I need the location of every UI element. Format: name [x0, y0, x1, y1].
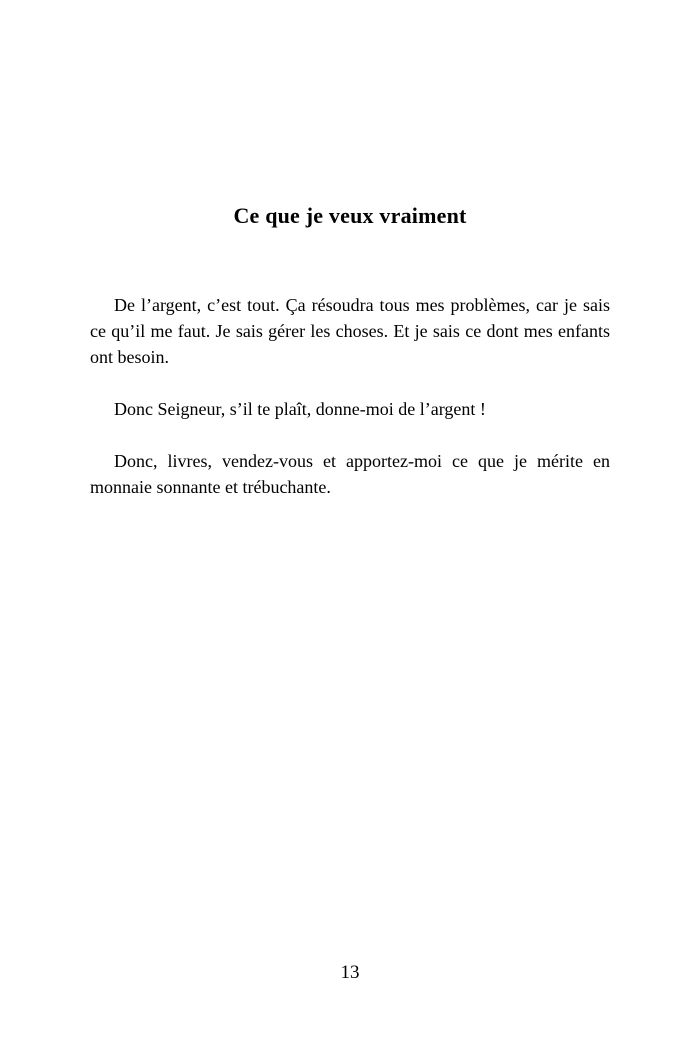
paragraph-2: Donc Seigneur, s’il te plaît, donne-moi de l’argent !: [114, 399, 486, 419]
page-number: 13: [340, 962, 360, 983]
chapter-body: [90, 292, 610, 526]
paragraph-1: De l’argent, c’est tout. Ça résoudra tous mes problèmes, car je sais ce qu’il me faut. Je sais gérer les choses. Et je sais ce dont mes enfants ont besoin.: [90, 295, 610, 367]
chapter-title: Ce que je veux vraiment: [233, 203, 467, 228]
paragraph-3: Donc, livres, vendez-vous et apportez-moi ce que je mérite en monnaie sonnante et trébuchante.: [90, 451, 610, 497]
